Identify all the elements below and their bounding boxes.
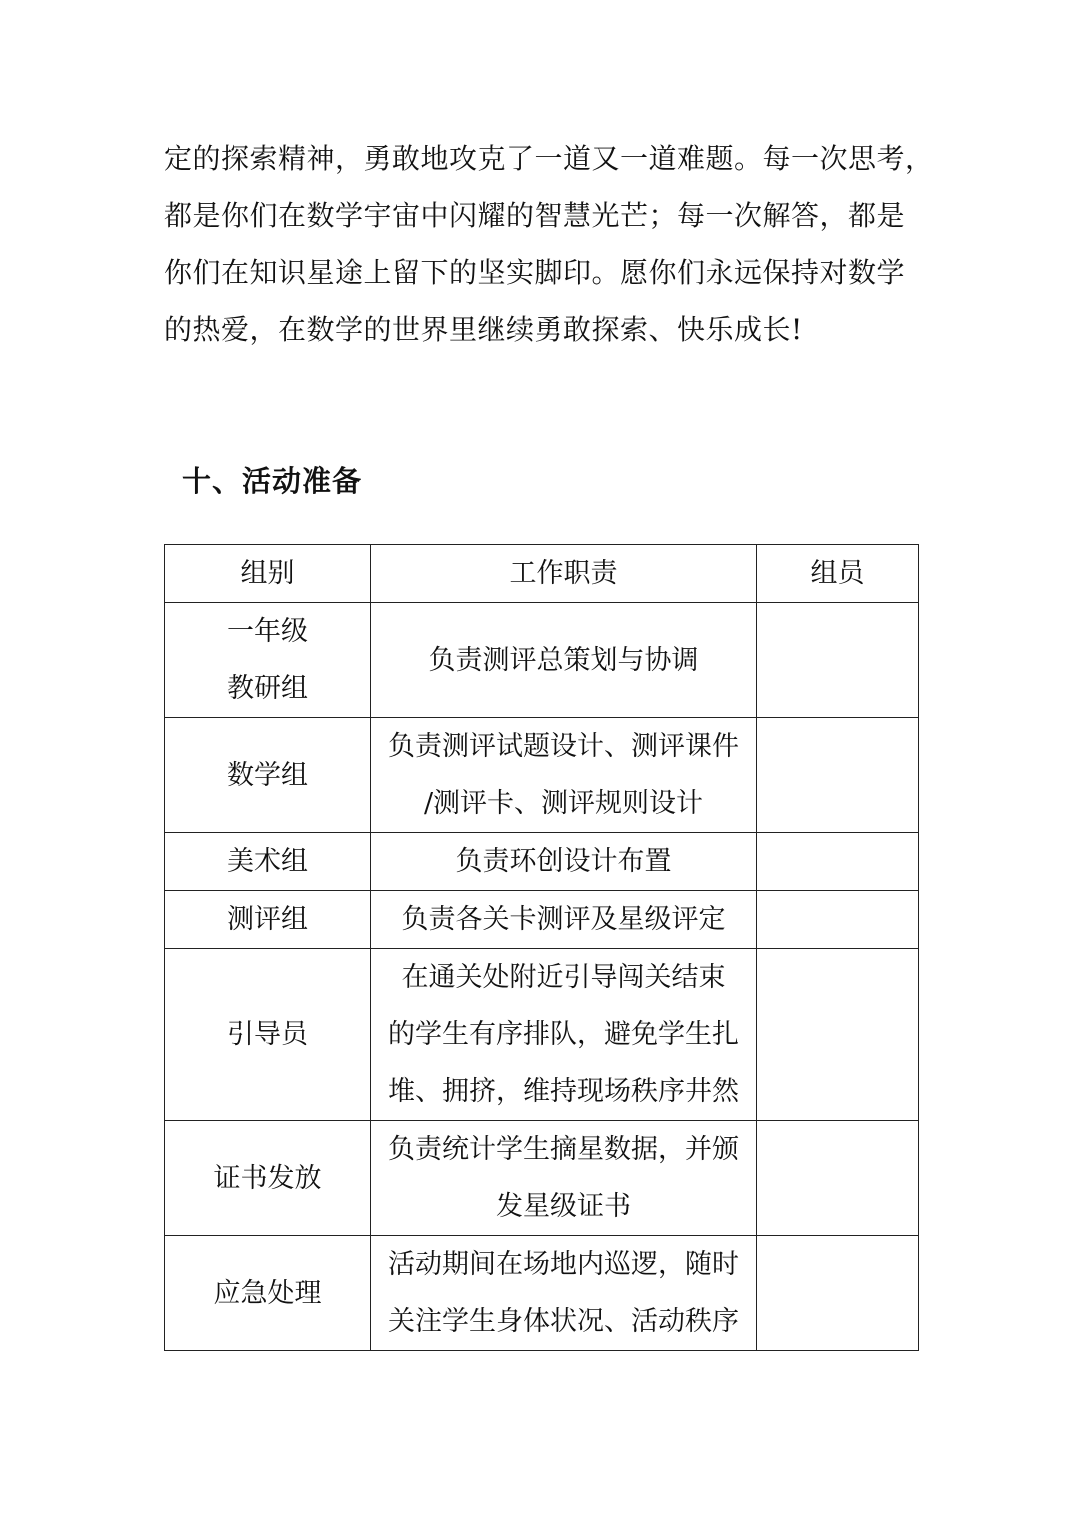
table-row — [165, 718, 919, 833]
duty-line: 负责各关卡测评及星级评定 — [401, 904, 726, 935]
paragraph-line: 的热爱，在数学的世界里继续勇敢探索、快乐成长! — [164, 313, 803, 346]
duty-line: 关注学生身体状况、活动秩序 — [388, 1306, 739, 1337]
header-group: 组别 — [165, 545, 371, 603]
header-duty: 工作职责 — [371, 545, 757, 603]
table-row — [165, 891, 919, 949]
table-row — [165, 949, 919, 1121]
duty-line: 负责环创设计布置 — [455, 846, 672, 877]
duty-cell — [371, 833, 757, 891]
group-line: 一年级 — [227, 616, 308, 647]
members-cell — [757, 1236, 919, 1351]
table-row — [165, 833, 919, 891]
table-row — [165, 603, 919, 718]
duty-line: 堆、拥挤，维持现场秩序井然 — [388, 1076, 739, 1107]
members-cell — [757, 718, 919, 833]
duty-line: 活动期间在场地内巡逻，随时 — [388, 1249, 739, 1280]
group-cell — [165, 1121, 371, 1236]
duty-cell — [371, 1121, 757, 1236]
group-line: 应急处理 — [213, 1277, 322, 1309]
duty-line: 负责测评试题设计、测评课件 — [388, 731, 739, 762]
members-cell — [757, 603, 919, 718]
group-line: 引导员 — [227, 1019, 308, 1050]
group-cell — [165, 1236, 371, 1351]
duty-line: /测评卡、测评规则设计 — [423, 788, 704, 819]
paragraph-line: 都是你们在数学宇宙中闪耀的智慧光芒；每一次解答，都是 — [164, 199, 906, 232]
group-cell — [165, 603, 371, 718]
group-line: 测评组 — [227, 904, 308, 935]
duty-line: 负责测评总策划与协调 — [428, 644, 699, 676]
table-row — [165, 1236, 919, 1351]
section-heading: 十、活动准备 — [182, 464, 363, 498]
members-cell — [757, 949, 919, 1121]
duty-table — [164, 544, 919, 1351]
duty-cell — [371, 891, 757, 949]
duty-line: 负责统计学生摘星数据，并颁 — [388, 1134, 739, 1165]
group-line: 教研组 — [227, 673, 308, 704]
duty-cell — [371, 949, 757, 1121]
table-row — [165, 1121, 919, 1236]
duty-cell — [371, 603, 757, 718]
duty-cell — [371, 1236, 757, 1351]
table-header-row — [165, 545, 919, 603]
members-cell — [757, 1121, 919, 1236]
group-cell — [165, 718, 371, 833]
group-line: 数学组 — [227, 759, 308, 791]
group-cell — [165, 949, 371, 1121]
group-line: 美术组 — [227, 846, 308, 877]
paragraph-line: 你们在知识星途上留下的坚实脚印。愿你们永远保持对数学 — [164, 256, 906, 289]
duty-cell — [371, 718, 757, 833]
paragraph-line: 定的探索精神，勇敢地攻克了一道又一道难题。每一次思考， — [164, 142, 934, 175]
group-line: 证书发放 — [213, 1162, 322, 1194]
closing-paragraph — [164, 130, 934, 358]
duty-line: 的学生有序排队，避免学生扎 — [388, 1019, 739, 1050]
duty-line: 在通关处附近引导闯关结束 — [401, 962, 726, 993]
members-cell — [757, 833, 919, 891]
group-cell — [165, 833, 371, 891]
members-cell — [757, 891, 919, 949]
header-members: 组员 — [757, 545, 919, 603]
group-cell — [165, 891, 371, 949]
duty-line: 发星级证书 — [496, 1191, 631, 1222]
